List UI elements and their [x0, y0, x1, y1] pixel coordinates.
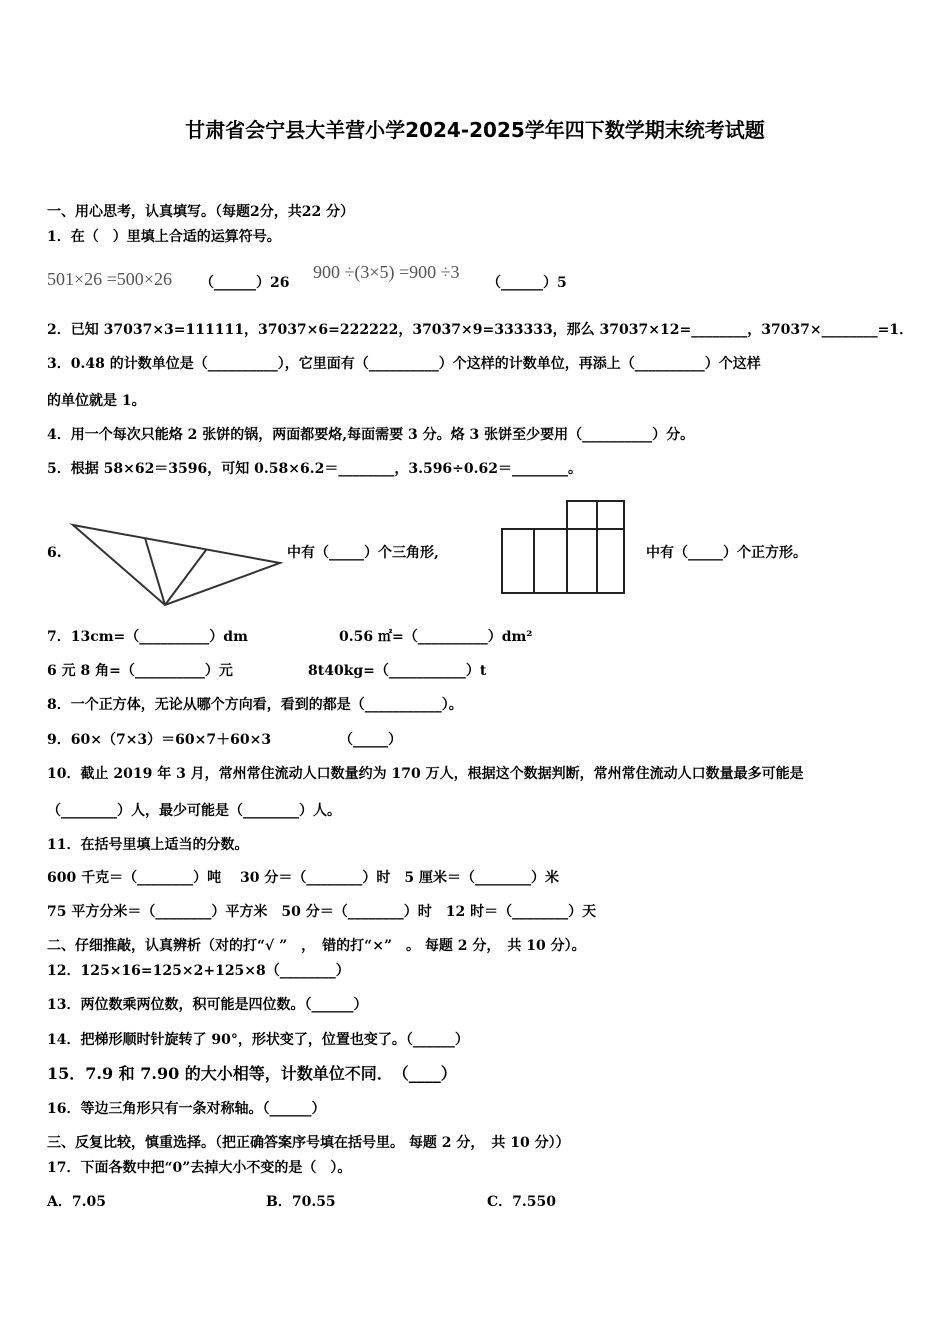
question-7d: 8t40kg=（___________）t [308, 663, 487, 679]
q17-option-b: B．70.55 [266, 1194, 336, 1210]
question-5: 5．根据 58×62＝3596，可知 0.58×6.2＝________，3.596÷0.62＝________。 [47, 461, 583, 477]
question-15: 15．7.9 和 7.90 的大小相等，计数单位不同． （____） [47, 1064, 457, 1083]
question-3-cont: 的单位就是 1。 [47, 393, 146, 409]
q1-formula-2: 900 ÷(3×5) =900 ÷3 [313, 262, 460, 282]
question-7b: 0.56 ㎡=（__________）dm² [339, 629, 533, 645]
q1-blank-1: （______）26 [200, 275, 290, 291]
question-1: 1．在（ ）里填上合适的运算符号。 [47, 229, 281, 245]
question-8: 8．一个正方体，无论从哪个方向看，看到的都是（___________）。 [47, 697, 463, 713]
q1-formula-1: 501×26 =500×26 [47, 269, 172, 289]
question-3: 3．0.48 的计数单位是（__________），它里面有（__________）个这样的计数单位，再添上（__________）个这样 [47, 356, 761, 372]
q1-blank-2: （______）5 [487, 275, 567, 291]
question-6-number: 6. [47, 545, 62, 561]
question-11-row-2: 75 平方分米＝（________）平方米 50 分＝（________）时 12 时＝（________）天 [47, 904, 597, 920]
question-17: 17．下面各数中把“0”去掉大小不变的是（ ）。 [47, 1160, 352, 1176]
question-6-squares: 中有（_____）个正方形。 [646, 545, 807, 561]
question-9-blank: （_____） [339, 732, 402, 748]
question-13: 13．两位数乘两位数，积可能是四位数。（______） [47, 997, 368, 1013]
squares-figure [498, 495, 628, 600]
question-7c: 6 元 8 角=（__________）元 [47, 663, 233, 679]
q17-option-a: A．7.05 [47, 1194, 106, 1210]
question-7a: 7．13cm=（__________）dm [47, 629, 248, 645]
section-3-heading: 三、反复比较，慎重选择。（把正确答案序号填在括号里。 每题 2 分， 共 10 分）） [47, 1135, 570, 1151]
section-1-heading: 一、用心思考，认真填写。（每题2分，共22 分） [47, 204, 355, 220]
question-6-triangles: 中有（_____）个三角形, [287, 545, 439, 561]
question-10: 10．截止 2019 年 3 月，常州常住流动人口数量约为 170 万人，根据这个数据判断，常州常住流动人口数量最多可能是 [47, 766, 804, 782]
question-16: 16．等边三角形只有一条对称轴。（______） [47, 1101, 326, 1117]
triangle-figure [60, 515, 290, 615]
question-11: 11．在括号里填上适当的分数。 [47, 837, 249, 853]
question-4: 4．用一个每次只能烙 2 张饼的锅，两面都要烙,每面需要 3 分。烙 3 张饼至少要用（__________）分。 [47, 427, 695, 443]
section-2-heading: 二、仔细推敲，认真辨析（对的打“√ ” ， 错的打“×” 。 每题 2 分， 共 10 分）。 [47, 938, 586, 954]
question-11-row-1: 600 千克＝（________）吨 30 分＝（________）时 5 厘米＝（________）米 [47, 870, 559, 886]
question-10-cont: （________）人，最少可能是（________）人。 [47, 803, 341, 819]
page-title: 甘肃省会宁县大羊营小学2024-2025学年四下数学期末统考试题 [185, 118, 765, 142]
question-12: 12．125×16=125×2+125×8（________） [47, 963, 350, 979]
q17-option-c: C．7.550 [487, 1194, 556, 1210]
question-9: 9．60×（7×3）＝60×7＋60×3 [47, 732, 272, 748]
question-2: 2．已知 37037×3=111111，37037×6=222222，37037×9=333333，那么 37037×12=________，37037×________=1． [47, 322, 914, 338]
question-14: 14．把梯形顺时针旋转了 90°，形状变了，位置也变了。（______） [47, 1032, 469, 1048]
